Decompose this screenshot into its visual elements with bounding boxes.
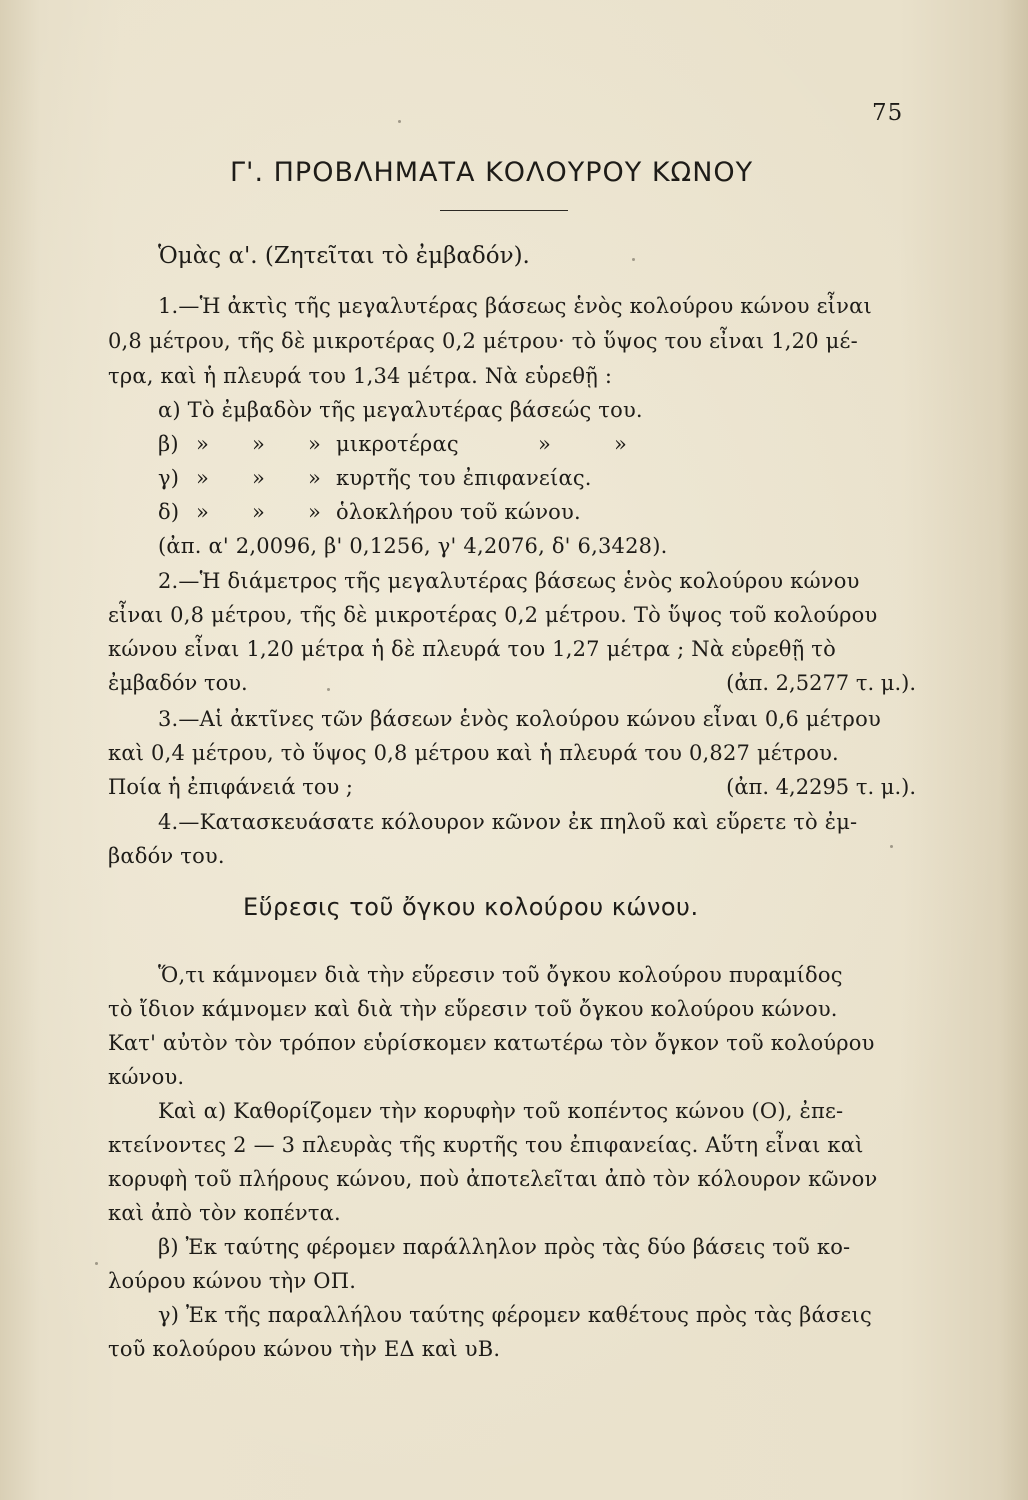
- problem-2-line-4: [108, 670, 916, 696]
- section-p1-line-4: κώνου.: [108, 1065, 185, 1089]
- ditto-mark: »: [308, 432, 322, 456]
- problem-2-line-3: κώνου εἶναι 1,20 μέτρα ἡ δὲ πλευρά του 1,27 μέτρα ; Νὰ εὑρεθῇ τὸ: [108, 637, 836, 661]
- ditto-mark: »: [252, 432, 266, 456]
- scan-speck: [632, 258, 635, 261]
- section-heading: Εὕρεσις τοῦ ὄγκου κολούρου κώνου.: [243, 893, 699, 921]
- page-number: 75: [872, 100, 904, 126]
- ditto-mark: »: [252, 500, 266, 524]
- ditto-mark: »: [196, 432, 210, 456]
- problem-4-line-1: 4.—Κατασκευάσατε κόλουρον κῶνον ἐκ πηλοῦ καὶ εὕρετε τὸ ἐμ-: [158, 810, 858, 834]
- title-underline: [440, 210, 568, 211]
- ditto-mark: »: [538, 432, 552, 456]
- section-p2-line-1: Καὶ α) Καθορίζομεν τὴν κορυφὴν τοῦ κοπέντος κώνου (Ο), ἐπε-: [158, 1099, 844, 1123]
- section-p1-line-3: Κατ' αὐτὸν τὸν τρόπον εὑρίσκομεν κατωτέρω τὸν ὄγκον τοῦ κολούρου: [108, 1031, 875, 1055]
- item-text: μικροτέρας: [336, 432, 459, 456]
- section-p1-line-1: Ὅ,τι κάμνομεν διὰ τὴν εὕρεσιν τοῦ ὄγκου κολούρου πυραμίδος: [158, 963, 843, 987]
- section-p4-line-2: τοῦ κολούρου κώνου τὴν ΕΔ καὶ υΒ.: [108, 1337, 501, 1361]
- problem-1-line-2: 0,8 μέτρου, τῆς δὲ μικροτέρας 0,2 μέτρου· τὸ ὕψος του εἶναι 1,20 μέ-: [108, 329, 858, 353]
- scan-speck: [95, 1262, 98, 1265]
- item-label: δ): [158, 500, 180, 524]
- problem-3-line-3: [108, 774, 916, 800]
- item-label: α): [158, 398, 181, 422]
- problem-4-line-2: βαδόν του.: [108, 844, 225, 868]
- section-p2-line-4: καὶ ἀπὸ τὸν κοπέντα.: [108, 1201, 341, 1225]
- ditto-mark: »: [196, 500, 210, 524]
- problem-1-item-a: [158, 397, 643, 423]
- problem-1-line-3: τρα, καὶ ἡ πλευρά του 1,34 μέτρα. Νὰ εὑρεθῇ :: [108, 364, 613, 388]
- scan-speck: [398, 120, 401, 123]
- item-text: κυρτῆς του ἐπιφανείας.: [336, 466, 592, 490]
- section-p2-line-3: κορυφὴ τοῦ πλήρους κώνου, ποὺ ἀποτελεῖται ἀπὸ τὸν κόλουρον κῶνον: [108, 1167, 878, 1191]
- section-p2-line-2: κτείνοντες 2 — 3 πλευρὰς τῆς κυρτῆς του ἐπιφανείας. Αὕτη εἶναι καὶ: [108, 1133, 864, 1157]
- problem-2-line-2: εἶναι 0,8 μέτρου, τῆς δὲ μικροτέρας 0,2 μέτρου. Τὸ ὕψος τοῦ κολούρου: [108, 603, 878, 627]
- problem-3-line-1: 3.—Αἱ ἀκτῖνες τῶν βάσεων ἑνὸς κολούρου κώνου εἶναι 0,6 μέτρου: [158, 707, 881, 731]
- problem-1-answer: (ἀπ. α' 2,0096, β' 0,1256, γ' 4,2076, δ' 6,3428).: [158, 534, 668, 558]
- scan-speck: [890, 845, 893, 848]
- item-text: Τὸ ἐμβαδὸν τῆς μεγαλυτέρας βάσεώς του.: [187, 398, 643, 422]
- problem-3-text: Ποία ἡ ἐπιφάνειά του ;: [108, 775, 354, 799]
- ditto-mark: »: [308, 466, 322, 490]
- group-heading: Ὁμὰς α'. (Ζητεῖται τὸ ἐμβαδόν).: [158, 243, 530, 269]
- item-text: ὁλοκλήρου τοῦ κώνου.: [336, 500, 581, 524]
- ditto-mark: »: [252, 466, 266, 490]
- ditto-mark: »: [614, 432, 628, 456]
- ditto-mark: »: [196, 466, 210, 490]
- item-label: β): [158, 432, 179, 456]
- ditto-mark: »: [308, 500, 322, 524]
- section-p3-line-1: β) Ἐκ ταύτης φέρομεν παράλληλον πρὸς τὰς δύο βάσεις τοῦ κο-: [158, 1235, 851, 1259]
- problem-2-line-1: 2.—Ἡ διάμετρος τῆς μεγαλυτέρας βάσεως ἑνὸς κολούρου κώνου: [158, 569, 860, 593]
- problem-1-line-1: 1.—Ἡ ἀκτὶς τῆς μεγαλυτέρας βάσεως ἑνὸς κολούρου κώνου εἶναι: [158, 294, 872, 318]
- problem-3-line-2: καὶ 0,4 μέτρου, τὸ ὕψος 0,8 μέτρου καὶ ἡ πλευρά του 0,827 μέτρου.: [108, 741, 839, 765]
- item-label: γ): [158, 466, 180, 490]
- section-p4-line-1: γ) Ἐκ τῆς παραλλήλου ταύτης φέρομεν καθέτους πρὸς τὰς βάσεις: [158, 1303, 872, 1327]
- chapter-title: Γ'. ΠΡΟΒΛΗΜΑΤΑ ΚΟΛΟΥΡΟΥ ΚΩΝΟΥ: [230, 157, 754, 188]
- problem-3-answer: (ἀπ. 4,2295 τ. μ.).: [726, 775, 916, 799]
- section-p3-line-2: λούρου κώνου τὴν ΟΠ.: [108, 1269, 357, 1293]
- problem-2-text: ἐμβαδόν του.: [108, 671, 248, 695]
- problem-2-answer: (ἀπ. 2,5277 τ. μ.).: [726, 671, 916, 695]
- section-p1-line-2: τὸ ἴδιον κάμνομεν καὶ διὰ τὴν εὕρεσιν τοῦ ὄγκου κολούρου κώνου.: [108, 997, 838, 1021]
- scan-speck: [327, 688, 330, 691]
